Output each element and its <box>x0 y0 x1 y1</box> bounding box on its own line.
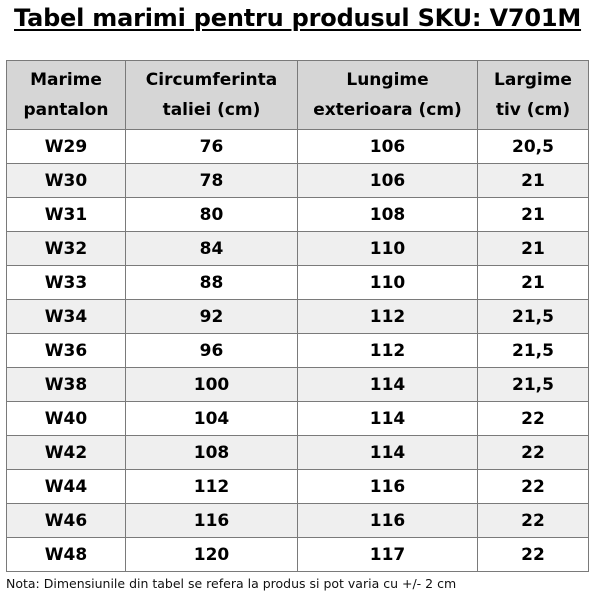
cell-waist: 112 <box>126 470 298 504</box>
header-circumferinta-taliei <box>126 61 298 130</box>
cell-size: W44 <box>7 470 126 504</box>
cell-size: W46 <box>7 504 126 538</box>
cell-length: 108 <box>298 198 478 232</box>
cell-length: 106 <box>298 130 478 164</box>
table-row <box>7 504 589 538</box>
cell-length: 112 <box>298 300 478 334</box>
cell-waist: 76 <box>126 130 298 164</box>
table-row <box>7 368 589 402</box>
table-row <box>7 470 589 504</box>
cell-size: W36 <box>7 334 126 368</box>
cell-size: W34 <box>7 300 126 334</box>
cell-length: 110 <box>298 266 478 300</box>
cell-waist: 80 <box>126 198 298 232</box>
table-row <box>7 266 589 300</box>
cell-size: W48 <box>7 538 126 572</box>
table-row <box>7 538 589 572</box>
cell-hem: 22 <box>478 470 589 504</box>
table-row <box>7 402 589 436</box>
header-lungime-exterioara <box>298 61 478 130</box>
cell-length: 114 <box>298 368 478 402</box>
cell-hem: 21 <box>478 164 589 198</box>
header-line: Lungime <box>346 70 429 90</box>
cell-length: 106 <box>298 164 478 198</box>
table-header-row <box>7 61 589 130</box>
cell-waist: 96 <box>126 334 298 368</box>
cell-length: 112 <box>298 334 478 368</box>
cell-size: W40 <box>7 402 126 436</box>
table-row <box>7 334 589 368</box>
header-line: pantalon <box>23 100 109 120</box>
cell-waist: 116 <box>126 504 298 538</box>
header-line: Circumferinta <box>145 70 278 90</box>
cell-hem: 21,5 <box>478 334 589 368</box>
cell-length: 114 <box>298 402 478 436</box>
header-line: tiv (cm) <box>495 100 571 120</box>
cell-size: W38 <box>7 368 126 402</box>
cell-size: W31 <box>7 198 126 232</box>
table-row <box>7 300 589 334</box>
cell-hem: 21 <box>478 266 589 300</box>
cell-length: 116 <box>298 470 478 504</box>
cell-length: 117 <box>298 538 478 572</box>
header-line: Marime <box>30 70 102 90</box>
header-largime-tiv <box>478 61 589 130</box>
cell-waist: 88 <box>126 266 298 300</box>
cell-size: W29 <box>7 130 126 164</box>
size-table <box>6 60 589 572</box>
header-marime-pantalon <box>7 61 126 130</box>
header-line: Largime <box>494 70 572 90</box>
cell-size: W30 <box>7 164 126 198</box>
table-row <box>7 232 589 266</box>
table-row <box>7 198 589 232</box>
cell-length: 116 <box>298 504 478 538</box>
cell-size: W33 <box>7 266 126 300</box>
cell-waist: 120 <box>126 538 298 572</box>
cell-hem: 22 <box>478 436 589 470</box>
cell-waist: 84 <box>126 232 298 266</box>
cell-hem: 21 <box>478 198 589 232</box>
table-row <box>7 164 589 198</box>
cell-hem: 21 <box>478 232 589 266</box>
cell-hem: 21,5 <box>478 368 589 402</box>
page-title: Tabel marimi pentru produsul SKU: V701M <box>14 4 582 32</box>
cell-waist: 100 <box>126 368 298 402</box>
cell-length: 114 <box>298 436 478 470</box>
cell-hem: 21,5 <box>478 300 589 334</box>
cell-waist: 104 <box>126 402 298 436</box>
cell-waist: 108 <box>126 436 298 470</box>
cell-hem: 22 <box>478 402 589 436</box>
header-line: exterioara (cm) <box>313 100 462 120</box>
header-line: taliei (cm) <box>162 100 261 120</box>
table-row <box>7 130 589 164</box>
cell-hem: 22 <box>478 504 589 538</box>
cell-hem: 22 <box>478 538 589 572</box>
cell-waist: 92 <box>126 300 298 334</box>
cell-size: W32 <box>7 232 126 266</box>
cell-waist: 78 <box>126 164 298 198</box>
cell-hem: 20,5 <box>478 130 589 164</box>
footnote: Nota: Dimensiunile din tabel se refera la produs si pot varia cu +/- 2 cm <box>6 576 457 591</box>
table-row <box>7 436 589 470</box>
cell-size: W42 <box>7 436 126 470</box>
cell-length: 110 <box>298 232 478 266</box>
